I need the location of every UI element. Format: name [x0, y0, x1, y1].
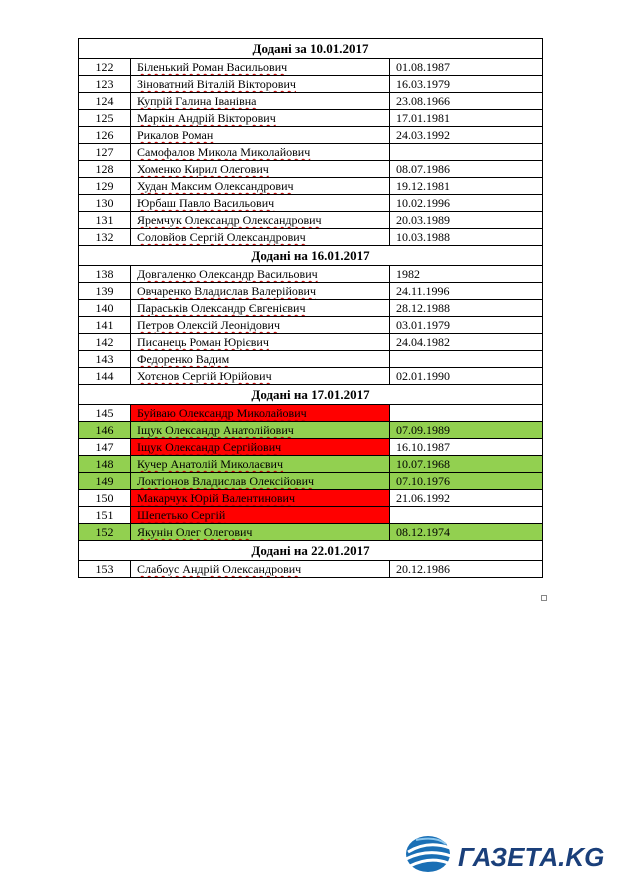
- table-row: [79, 507, 543, 524]
- section-header-row: [79, 541, 543, 561]
- table-row: [79, 76, 543, 93]
- section-title: Додані на 17.01.2017: [79, 385, 543, 405]
- row-number: 145: [79, 405, 131, 422]
- row-number: 122: [79, 59, 131, 76]
- birth-date: 1982: [390, 266, 543, 283]
- section-header-row: [79, 385, 543, 405]
- birth-date: 07.09.1989: [390, 422, 543, 439]
- person-name: Соловйов Сергій Олександрович: [131, 229, 390, 246]
- birth-date: [390, 405, 543, 422]
- site-logo: [402, 830, 607, 878]
- birth-date: 10.07.1968: [390, 456, 543, 473]
- birth-date: 08.07.1986: [390, 161, 543, 178]
- birth-date: 21.06.1992: [390, 490, 543, 507]
- birth-date: 07.10.1976: [390, 473, 543, 490]
- birth-date: 16.03.1979: [390, 76, 543, 93]
- birth-date: 24.11.1996: [390, 283, 543, 300]
- person-name: Петров Олексій Леонідович: [131, 317, 390, 334]
- person-name: Якунін Олег Олегович: [131, 524, 390, 541]
- row-number: 151: [79, 507, 131, 524]
- table-row: [79, 178, 543, 195]
- table-row: [79, 422, 543, 439]
- birth-date: 01.08.1987: [390, 59, 543, 76]
- logo-text: ГАЗЕТА.KG: [458, 842, 605, 872]
- row-number: 131: [79, 212, 131, 229]
- birth-date: 20.03.1989: [390, 212, 543, 229]
- person-name: Овчаренко Владислав Валерійович: [131, 283, 390, 300]
- person-name: Купрій Галина Іванівна: [131, 93, 390, 110]
- table-row: [79, 144, 543, 161]
- table-row: [79, 351, 543, 368]
- person-name: Слабоус Андрій Олександрович: [131, 561, 390, 578]
- birth-date: 10.03.1988: [390, 229, 543, 246]
- person-name: Макарчук Юрій Валентинович: [131, 490, 390, 507]
- section-header-row: [79, 246, 543, 266]
- row-number: 147: [79, 439, 131, 456]
- birth-date: [390, 351, 543, 368]
- row-number: 126: [79, 127, 131, 144]
- table-row: [79, 283, 543, 300]
- person-name: Локтіонов Владислав Олексійович: [131, 473, 390, 490]
- table-row: [79, 524, 543, 541]
- table-row: [79, 229, 543, 246]
- row-number: 130: [79, 195, 131, 212]
- person-name: Зіноватний Віталій Вікторович: [131, 76, 390, 93]
- row-number: 139: [79, 283, 131, 300]
- row-number: 138: [79, 266, 131, 283]
- birth-date: 16.10.1987: [390, 439, 543, 456]
- table-row: [79, 456, 543, 473]
- row-number: 129: [79, 178, 131, 195]
- person-name: Довгаленко Олександр Васильович: [131, 266, 390, 283]
- row-number: 140: [79, 300, 131, 317]
- person-name: Яремчук Олександр Олександрович: [131, 212, 390, 229]
- birth-date: 24.04.1982: [390, 334, 543, 351]
- person-name: Хоменко Кирил Олегович: [131, 161, 390, 178]
- row-number: 152: [79, 524, 131, 541]
- person-name: Буйваю Олександр Миколайович: [131, 405, 390, 422]
- table-row: [79, 368, 543, 385]
- birth-date: 17.01.1981: [390, 110, 543, 127]
- section-title: Додані за 10.01.2017: [79, 39, 543, 59]
- row-number: 142: [79, 334, 131, 351]
- person-name: Шепетько Сергій: [131, 507, 390, 524]
- birth-date: 19.12.1981: [390, 178, 543, 195]
- row-number: 150: [79, 490, 131, 507]
- section-title: Додані на 22.01.2017: [79, 541, 543, 561]
- section-header-row: [79, 39, 543, 59]
- table-row: [79, 161, 543, 178]
- person-name: Іщук Олександр Сергійович: [131, 439, 390, 456]
- table-row: [79, 405, 543, 422]
- person-name: Худан Максим Олександрович: [131, 178, 390, 195]
- birth-date: 20.12.1986: [390, 561, 543, 578]
- people-table: [78, 38, 543, 578]
- birth-date: 23.08.1966: [390, 93, 543, 110]
- table-row: [79, 59, 543, 76]
- table-row: [79, 266, 543, 283]
- person-name: Маркін Андрій Вікторович: [131, 110, 390, 127]
- globe-icon: [402, 832, 454, 876]
- row-number: 144: [79, 368, 131, 385]
- birth-date: 24.03.1992: [390, 127, 543, 144]
- table-row: [79, 127, 543, 144]
- row-number: 124: [79, 93, 131, 110]
- row-number: 149: [79, 473, 131, 490]
- person-name: Самофалов Микола Миколайович: [131, 144, 390, 161]
- person-name: Кучер Анатолій Миколаєвич: [131, 456, 390, 473]
- birth-date: [390, 144, 543, 161]
- row-number: 146: [79, 422, 131, 439]
- section-title: Додані на 16.01.2017: [79, 246, 543, 266]
- person-name: Федоренко Вадим: [131, 351, 390, 368]
- row-number: 153: [79, 561, 131, 578]
- row-number: 125: [79, 110, 131, 127]
- table-row: [79, 490, 543, 507]
- table-row: [79, 195, 543, 212]
- person-name: Біленький Роман Васильович: [131, 59, 390, 76]
- table-row: [79, 561, 543, 578]
- person-name: Рикалов Роман: [131, 127, 390, 144]
- row-number: 141: [79, 317, 131, 334]
- row-number: 143: [79, 351, 131, 368]
- table-row: [79, 439, 543, 456]
- row-number: 132: [79, 229, 131, 246]
- table-row: [79, 334, 543, 351]
- table-row: [79, 317, 543, 334]
- row-number: 148: [79, 456, 131, 473]
- birth-date: [390, 507, 543, 524]
- table-row: [79, 212, 543, 229]
- birth-date: 08.12.1974: [390, 524, 543, 541]
- table-row: [79, 110, 543, 127]
- person-name: Параськів Олександр Євгенієвич: [131, 300, 390, 317]
- person-name: Іщук Олександр Анатолійович: [131, 422, 390, 439]
- row-number: 128: [79, 161, 131, 178]
- table-row: [79, 300, 543, 317]
- row-number: 123: [79, 76, 131, 93]
- person-name: Юрбаш Павло Васильович: [131, 195, 390, 212]
- table-resize-handle[interactable]: [541, 595, 547, 601]
- birth-date: 02.01.1990: [390, 368, 543, 385]
- birth-date: 03.01.1979: [390, 317, 543, 334]
- birth-date: 28.12.1988: [390, 300, 543, 317]
- row-number: 127: [79, 144, 131, 161]
- table-row: [79, 93, 543, 110]
- person-name: Хотєнов Сергій Юрійович: [131, 368, 390, 385]
- person-name: Писанець Роман Юрієвич: [131, 334, 390, 351]
- table-row: [79, 473, 543, 490]
- birth-date: 10.02.1996: [390, 195, 543, 212]
